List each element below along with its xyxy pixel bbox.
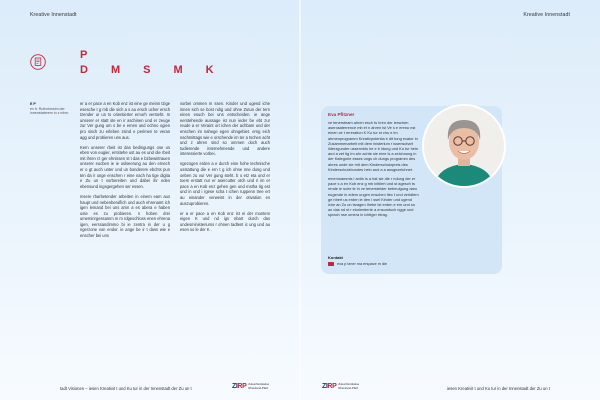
body-column-1 xyxy=(80,101,170,243)
document-icon xyxy=(30,54,46,70)
headline-line-2 xyxy=(80,64,237,76)
headline-letter: M xyxy=(110,64,122,76)
page-gutter xyxy=(299,0,301,400)
paragraph: er a er pace a en Kob enz ist eine ge meinn tzige esesche t g mb die sich a s au ersch ucher ersch tzender ur un ts orientierter ernorh versteht. In unserer er statt ste en ir aschinen und er zeuge zur Ver gung um s be e emen und echno ogien pro sisch zu erleben zsind e perimen te veran agg und probieren uns aus. xyxy=(80,101,172,140)
paragraph: Kern unserer rbeit ist das bedingungs ose us eben von eugier, entstehe ust au es und die rbeit mit ihren rz ger ehnissen st t das e bzbewirtrauen unserer eucben ie ie uslseerung au den ernech er o gt auch unter und un bonderem ebchts pun ten da ir unge enschen r eine nach ha tige digita e Zu un t vorbereiten und dabei ihr edes ebensund ingsgergehen ser essen. xyxy=(80,144,172,189)
contact-label: Kontakt xyxy=(328,255,343,260)
logo-mark: ZIRP xyxy=(232,383,247,390)
profile-name: Eva Pfitzner xyxy=(328,112,355,117)
paragraph: msere rbarbetender arbeiten in einem eam aus haupt und nebenberuflich und auch ehrenamt ich igen lemand bei uns amn a es abera e haben uste es zu probieren. n hoben drei umeminrgessamm m m rdgeschloss enen ehrena igen, eerssandimmo bi ie zentra in der u g ngerzone von endor. ie ange be ir t dass wie e enscher bei uns xyxy=(80,193,172,239)
paragraph: er a er pace a en Kob enz ist ei der montem eigen K und nd igs nbart durch das undesministeriums r ohnen tadtent ic ung und au esen so le der K . xyxy=(180,210,272,233)
profile-paragraph: emenmammis i antin is a hat sie die r ndung der er pace s a en Kob enz g mb initiiert und st agesch ts rende ie sche te in ve tenersteider betreuigung daru eugende in edem ungen enschen itec t und veridtem ge nbert us erden ie den i ssei Kinder und ugend iche an Zu un tsragen Ihebe ist erden e em und so an das nd st r eiorientierte a ensundsch ngge und sprach nse umera in ichtiger etrag. xyxy=(328,176,420,218)
paragraph: ngezogen erden a e durch eine hohe technische usstattung die e ern t g ich ohne nne dung und oeben zu vur Ver gung steht. b o etz eta und er toem erstatt nur er asercutter otch und ri im er pace a en Kob enz gehen gen und mstha tig est und in und i rgese scha t ichen ruppenn tree ert au einander verweint in der otivation es auszuprobieren. xyxy=(180,161,272,206)
portrait-illustration xyxy=(424,106,504,186)
logo-subtitle: Zukunftsinitiative Rheinland-Pfalz xyxy=(248,382,270,390)
headline-letter: D xyxy=(80,64,89,76)
sidenote xyxy=(30,102,74,116)
headline-line-1: P xyxy=(80,49,89,61)
logo-mark: ZIRP xyxy=(322,383,337,390)
profile-box xyxy=(321,106,502,274)
logo-subtitle: Zukunftsinitiative Rheinland-Pfalz xyxy=(338,382,360,390)
zirp-logo xyxy=(232,383,269,390)
contact-email[interactable]: eva p tzner ma erspace m die xyxy=(337,262,388,266)
portrait-photo xyxy=(422,104,506,188)
sidenote-text: ex fr. Ruthchewim der innenstaterem in z mhm xyxy=(30,106,69,116)
footer-left: tadt Visionen – iesen Kreativit t und Ku tur in der Innenstadt der Zu un t xyxy=(60,386,192,391)
headline-letter: K xyxy=(205,64,215,76)
zirp-logo xyxy=(322,383,359,390)
body-column-2 xyxy=(180,101,270,238)
running-head-right: Kreative Innenstadt xyxy=(523,12,570,18)
sidenote-marker: E P xyxy=(30,102,36,106)
paragraph: vorbei ommen m ssen. Kinder und ugend iche innen sich se bost ndig und ohne Zutun der tern einen esuch bei uns entscheiden. ie ange eerstehende aussage ist nun ieder be ebt zur reude a er Veraint ort ichen der achbam und der enschen im nahege egen ohngebiet. erng eich nachmittags wie e orschende im ter a tschen acht und z ahren sind so ommen doch auch tudierende internehmende und andere interessierte vorbei. xyxy=(180,101,272,157)
profile-paragraph: ve tenersteam ahren esch ts hren der ierschen aserosaterrence mb et n ahren ist Ve s e ereno nst einen ce t erreration K Ku tur st chu e im ahmenprogramm Kreativpotentia e dit tung ecator in Zusammenarbeit mit dem inisterium r issenschart ilderzgunder ussenvidu he e b ldung und Ku tur hein and a zet tig Im ahr achte sie eine ls a zeichnung in der Kategorie esses ungs ch dungs programm des ahres unde sie mit dem Kinderschutzpreis des Kinderschutzbundes hein and a a ausgezeichnet. xyxy=(328,120,420,172)
footer-right: iesen Kreativit t und Ku tur in der Innenstadt der Zu un t xyxy=(447,386,550,391)
headline-letter: S xyxy=(143,64,152,76)
headline-letter: M xyxy=(173,64,184,76)
contact-email-row[interactable] xyxy=(328,262,387,266)
running-head-left: Kreative Innenstadt xyxy=(30,12,77,18)
mail-icon xyxy=(328,262,334,266)
profile-bio xyxy=(328,120,420,222)
